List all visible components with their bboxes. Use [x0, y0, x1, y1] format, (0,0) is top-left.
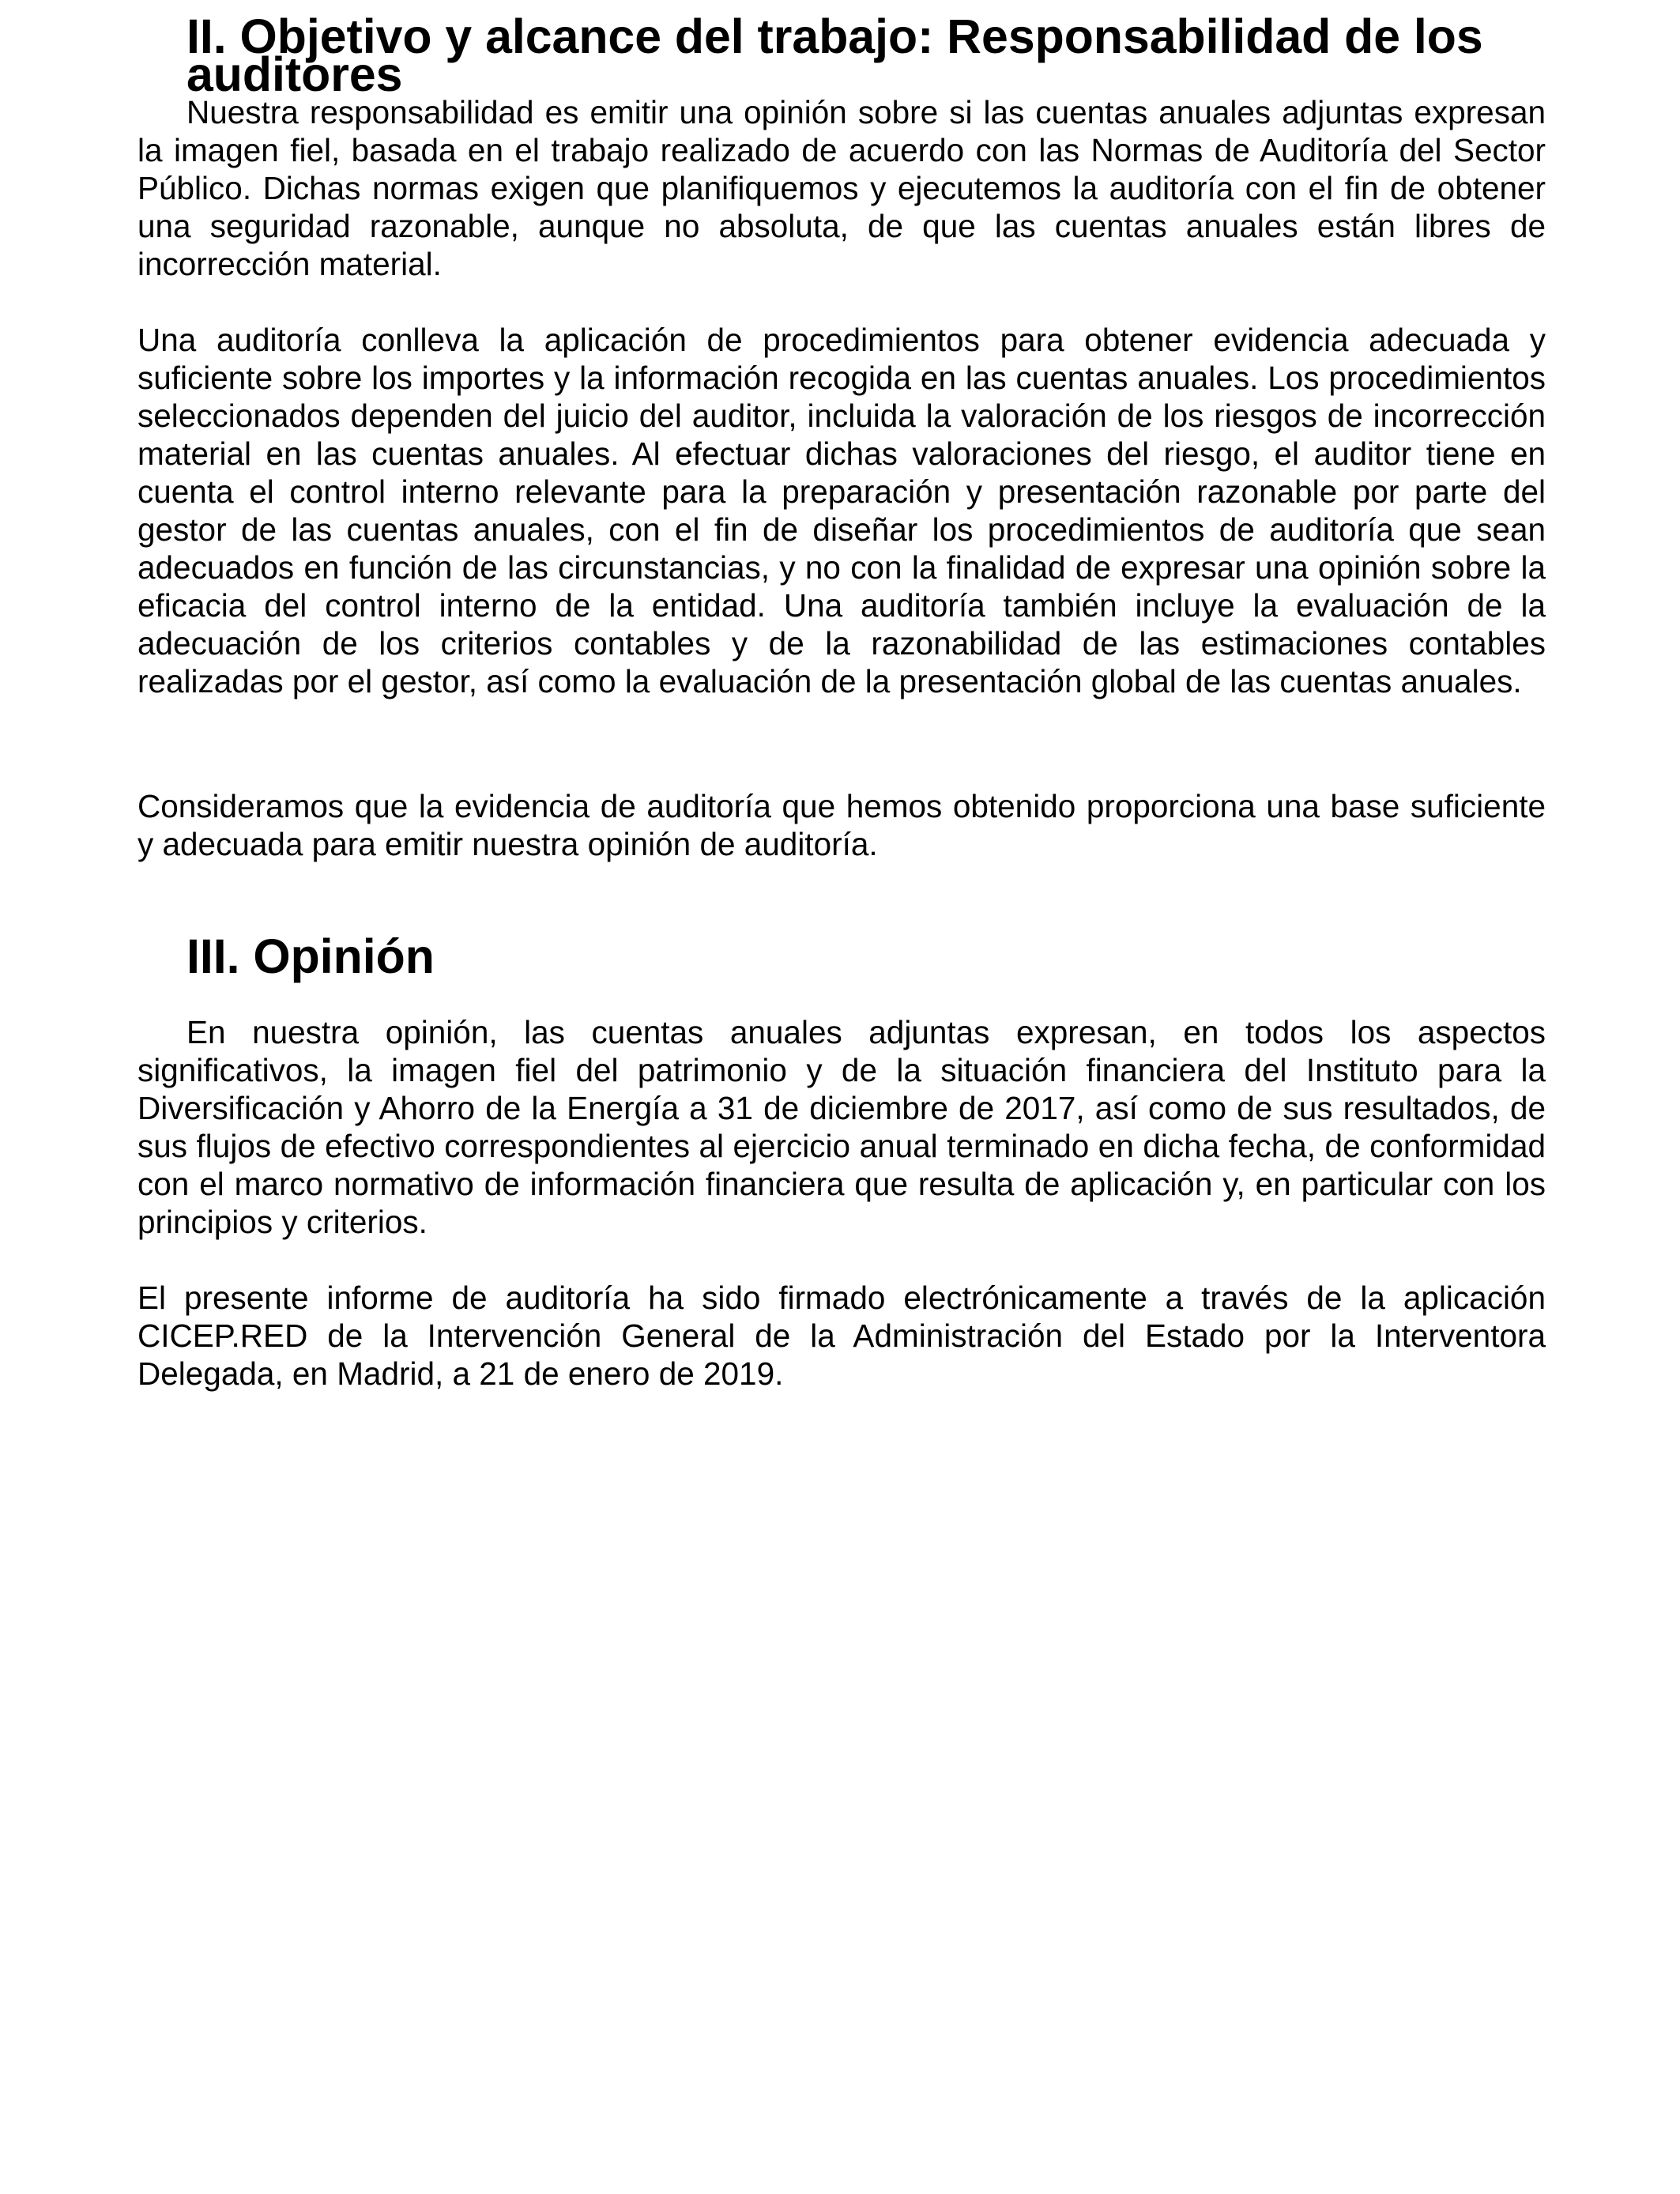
section-2-paragraph-responsibility: Nuestra responsabilidad es emitir una opinión sobre si las cuentas anuales adjuntas expresan la imagen fiel, basada en el trabajo realizado de acuerdo con las Normas de Auditoría del Sector Público. Dichas normas exigen que planifiquemos y ejecutemos la auditoría con el fin de obtener una seguridad razonable, aunque no absoluta, de que las cuentas anuales están libres de incorrección material. [137, 94, 1546, 282]
section-2-paragraph-evidence: Consideramos que la evidencia de auditoría que hemos obtenido proporciona una base suficiente y adecuada para emitir nuestra opinión de auditoría. [137, 788, 1546, 862]
section-2-heading: II. Objetivo y alcance del trabajo: Responsabilidad de los auditores [186, 9, 1483, 101]
section-3-heading: III. Opinión [186, 929, 435, 983]
section-3-paragraph-opinion: En nuestra opinión, las cuentas anuales adjuntas expresan, en todos los aspectos significativos, la imagen fiel del patrimonio y de la situación financiera del Instituto para la Diversificación y Ahorro de la Energía a 31 de diciembre de 2017, así como de sus resultados, de sus flujos de efectivo correspondientes al ejercicio anual terminado en dicha fecha, de conformidad con el marco normativo de información financiera que resulta de aplicación y, en particular con los principios y criterios. [137, 1014, 1546, 1240]
section-2-paragraph-procedures: Una auditoría conlleva la aplicación de procedimientos para obtener evidencia adecuada y suficiente sobre los importes y la información recogida en las cuentas anuales. Los procedimientos seleccionados dependen del juicio del auditor, incluida la valoración de los riesgos de incorrección material en las cuentas anuales. Al efectuar dichas valoraciones del riesgo, el auditor tiene en cuenta el control interno relevante para la preparación y presentación razonable por parte del gestor de las cuentas anuales, con el fin de diseñar los procedimientos de auditoría que sean adecuados en función de las circunstancias, y no con la finalidad de expresar una opinión sobre la eficacia del control interno de la entidad. Una auditoría también incluye la evaluación de la adecuación de los criterios contables y de la razonabilidad de las estimaciones contables realizadas por el gestor, así como la evaluación de la presentación global de las cuentas anuales. [137, 322, 1546, 699]
section-3-paragraph-signature: El presente informe de auditoría ha sido firmado electrónicamente a través de la aplicación CICEP.RED de la Intervención General de la Administración del Estado por la Interventora Delegada, en Madrid, a 21 de enero de 2019. [137, 1280, 1546, 1392]
